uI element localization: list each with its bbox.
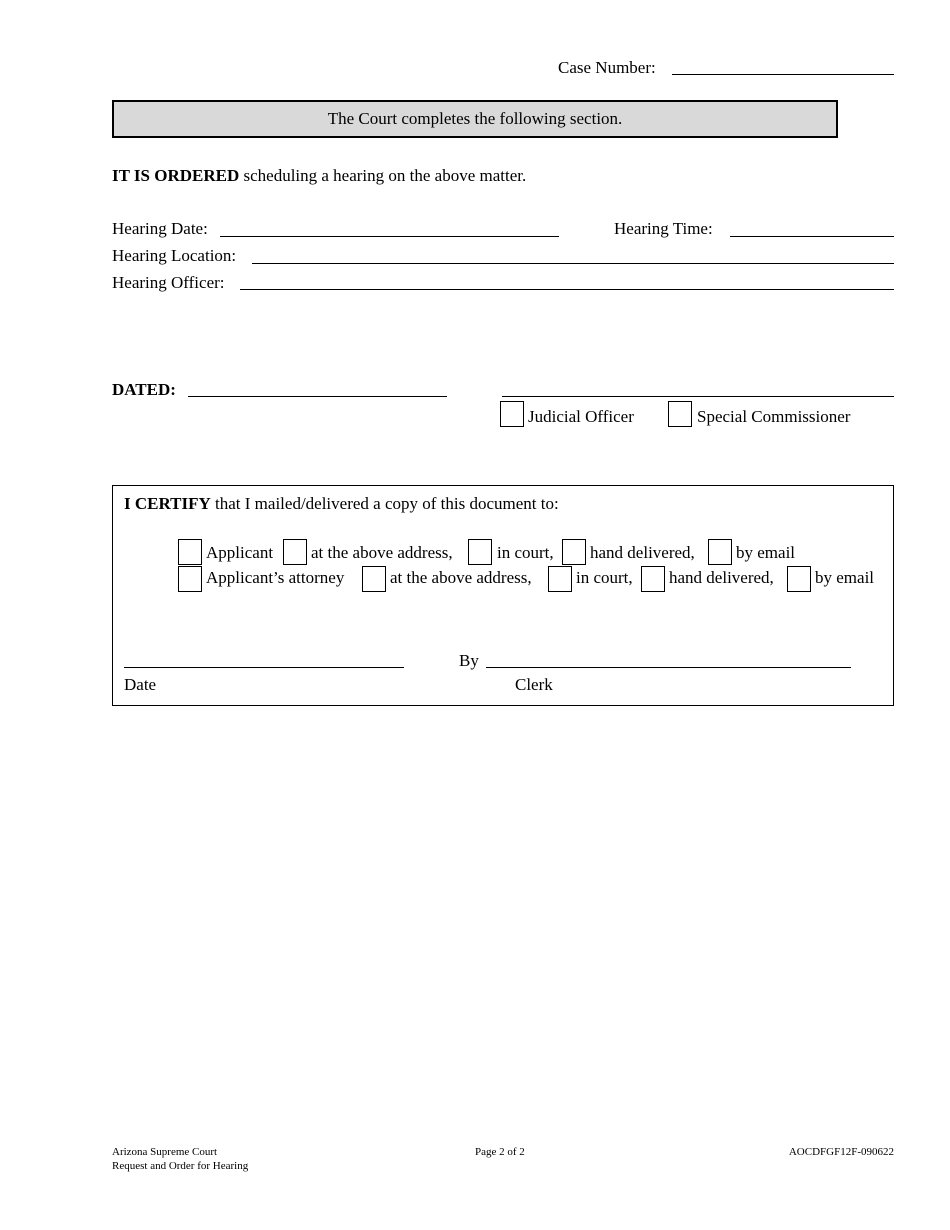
hearing-location-label: Hearing Location:	[112, 246, 237, 265]
applicant-in-court-label: in court,	[497, 543, 554, 562]
order-statement	[112, 166, 526, 186]
dated-field[interactable]	[188, 396, 447, 397]
applicant-address-checkbox[interactable]	[283, 539, 307, 565]
applicant-label: Applicant	[206, 543, 274, 562]
judicial-officer-checkbox[interactable]	[500, 401, 524, 427]
footer-court: Arizona Supreme Court	[112, 1146, 218, 1158]
footer-form-title: Request and Order for Hearing	[112, 1160, 249, 1172]
certify-section	[112, 485, 894, 706]
attorney-hand-delivered-label: hand delivered,	[669, 568, 774, 587]
clerk-label: Clerk	[515, 675, 553, 694]
judicial-officer-label: Judicial Officer	[528, 407, 634, 426]
attorney-address-checkbox[interactable]	[362, 566, 386, 592]
applicant-email-checkbox[interactable]	[708, 539, 732, 565]
attorney-checkbox[interactable]	[178, 566, 202, 592]
order-bold: IT IS ORDERED	[112, 166, 240, 185]
certify-statement	[124, 494, 559, 514]
attorney-in-court-checkbox[interactable]	[548, 566, 572, 592]
hearing-date-label: Hearing Date:	[112, 219, 208, 238]
attorney-email-label: by email	[815, 568, 875, 587]
hearing-time-field[interactable]	[730, 236, 894, 237]
footer-page-number: Page 2 of 2	[475, 1146, 525, 1158]
special-commissioner-checkbox[interactable]	[668, 401, 692, 427]
certify-bold: I CERTIFY	[124, 494, 211, 513]
clerk-signature-field[interactable]	[486, 667, 851, 668]
order-text: scheduling a hearing on the above matter.	[239, 166, 527, 185]
attorney-hand-delivered-checkbox[interactable]	[641, 566, 665, 592]
attorney-email-checkbox[interactable]	[787, 566, 811, 592]
hearing-location-field[interactable]	[252, 263, 894, 264]
footer-form-code: AOCDFGF12F-090622	[788, 1146, 894, 1158]
certify-date-field[interactable]	[124, 667, 404, 668]
dated-label: DATED:	[112, 380, 176, 399]
hearing-officer-field[interactable]	[240, 289, 894, 290]
attorney-address-label: at the above address,	[390, 568, 532, 587]
certify-date-label: Date	[124, 675, 157, 694]
hearing-officer-label: Hearing Officer:	[112, 273, 225, 292]
case-number-label: Case Number:	[558, 58, 656, 77]
applicant-in-court-checkbox[interactable]	[468, 539, 492, 565]
by-label: By	[459, 651, 479, 670]
applicant-checkbox[interactable]	[178, 539, 202, 565]
applicant-hand-delivered-checkbox[interactable]	[562, 539, 586, 565]
hearing-time-label: Hearing Time:	[614, 219, 713, 238]
applicant-email-label: by email	[736, 543, 796, 562]
certify-text: that I mailed/delivered a copy of this document to:	[210, 494, 559, 513]
judge-signature-line[interactable]	[502, 396, 894, 397]
attorney-label: Applicant’s attorney	[206, 568, 345, 587]
special-commissioner-label: Special Commissioner	[697, 407, 851, 426]
applicant-address-label: at the above address,	[311, 543, 453, 562]
court-section-banner: The Court completes the following section.	[112, 100, 838, 138]
applicant-hand-delivered-label: hand delivered,	[590, 543, 695, 562]
attorney-in-court-label: in court,	[576, 568, 633, 587]
case-number-field[interactable]	[672, 74, 894, 75]
footer-left	[112, 1145, 248, 1173]
hearing-date-field[interactable]	[220, 236, 559, 237]
